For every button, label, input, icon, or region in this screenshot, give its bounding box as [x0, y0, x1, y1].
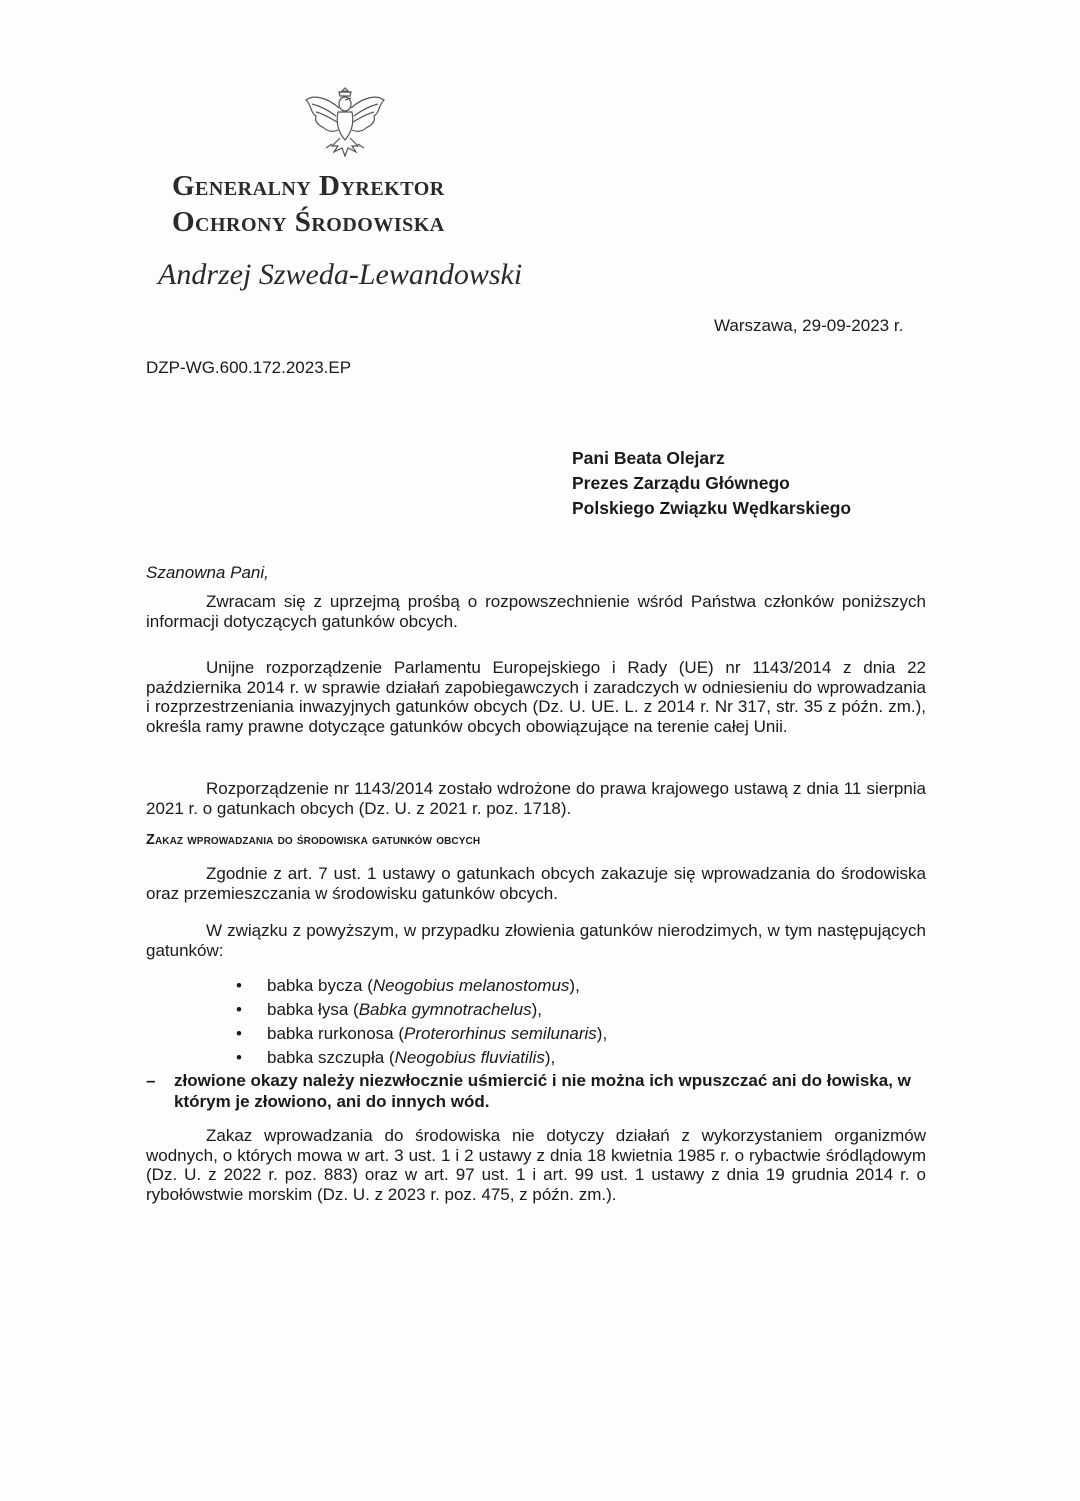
- species-latin-name: Babka gymnotrachelus: [358, 1000, 532, 1019]
- official-name: Andrzej Szweda-Lewandowski: [158, 258, 523, 291]
- dash-icon: –: [146, 1071, 156, 1090]
- place-date: Warszawa, 29-09-2023 r.: [714, 316, 904, 335]
- paragraph-eu-regulation: Unijne rozporządzenie Parlamentu Europejskiego i Rady (UE) nr 1143/2014 z dnia 22 października 2014 r. w sprawie działań zapobiegawczych i zaradczych w odniesieniu do wprowadzania i rozprzestrzeniania inwazyjnych gatunków obcych (Dz. U. UE. L. z 2014 r. Nr 317, str. 35 z późn. zm.), określa ramy prawne dotyczące gatunków obcych obowiązujące na terenie całej Unii.: [146, 658, 926, 736]
- species-latin-name: Neogobius fluviatilis: [394, 1048, 545, 1067]
- issuer-title: [172, 168, 592, 240]
- list-item: • babka rurkonosa (Proterorhinus semilunaris),: [236, 1022, 607, 1046]
- species-common-name: babka łysa: [267, 1000, 349, 1019]
- list-item: • babka bycza (Neogobius melanostomus),: [236, 974, 607, 998]
- paragraph-prohibition: Zgodnie z art. 7 ust. 1 ustawy o gatunkach obcych zakazuje się wprowadzania do środowiska oraz przemieszczania w środowisku gatunków obcych.: [146, 864, 926, 903]
- species-latin-name: Neogobius melanostomus: [372, 976, 570, 995]
- species-common-name: babka szczupła: [267, 1048, 385, 1067]
- section-heading-text: Zakaz wprowadzania do środowiska gatunków obcych: [146, 832, 481, 848]
- instruction-text: złowione okazy należy niezwłocznie uśmiercić i nie można ich wpuszczać ani do łowiska, w którym je złowiono, ani do innych wód.: [174, 1071, 911, 1111]
- recipient-block: [572, 446, 851, 521]
- paragraph-exemption: Zakaz wprowadzania do środowiska nie dotyczy działań z wykorzystaniem organizmów wodnych, o których mowa w art. 3 ust. 1 i 2 ustawy z dnia 18 kwietnia 1985 r. o rybactwie śródlądowym (Dz. U. z 2022 r. poz. 883) oraz w art. 97 ust. 1 i art. 99 ust. 1 ustawy z dnia 19 grudnia 2014 r. o rybołówstwie morskim (Dz. U. z 2023 r. poz. 475, z późn. zm.).: [146, 1126, 926, 1204]
- paragraph-request: Zwracam się z uprzejmą prośbą o rozpowszechnienie wśród Państwa członków poniższych informacji dotyczących gatunków obcych.: [146, 592, 926, 631]
- instruction-dash-item: [146, 1070, 928, 1112]
- polish-eagle-emblem-icon: [302, 82, 388, 164]
- bullet-icon: •: [236, 1000, 242, 1019]
- species-common-name: babka bycza: [267, 976, 363, 995]
- list-item: • babka łysa (Babka gymnotrachelus),: [236, 998, 607, 1022]
- section-heading: [146, 832, 480, 848]
- salutation: Szanowna Pani,: [146, 563, 269, 582]
- species-list: [236, 974, 607, 1070]
- list-item: • babka szczupła (Neogobius fluviatilis),: [236, 1046, 607, 1070]
- recipient-organization: Polskiego Związku Wędkarskiego: [572, 498, 852, 518]
- bullet-icon: •: [236, 1024, 242, 1043]
- recipient-position: Prezes Zarządu Głównego: [572, 473, 790, 493]
- recipient-name: Pani Beata Olejarz: [572, 448, 725, 468]
- species-common-name: babka rurkonosa: [267, 1024, 394, 1043]
- issuer-title-line1: Generalny Dyrektor: [172, 170, 445, 202]
- paragraph-species-intro: W związku z powyższym, w przypadku złowienia gatunków nierodzimych, w tym następujących gatunków:: [146, 921, 926, 960]
- bullet-icon: •: [236, 976, 242, 995]
- issuer-title-line2: Ochrony Środowiska: [172, 206, 445, 238]
- species-latin-name: Proterorhinus semilunaris: [404, 1024, 597, 1043]
- paragraph-implementation: Rozporządzenie nr 1143/2014 zostało wdrożone do prawa krajowego ustawą z dnia 11 sierpnia 2021 r. o gatunkach obcych (Dz. U. z 2021 r. poz. 1718).: [146, 779, 926, 818]
- reference-number: DZP-WG.600.172.2023.EP: [146, 358, 352, 377]
- bullet-icon: •: [236, 1048, 242, 1067]
